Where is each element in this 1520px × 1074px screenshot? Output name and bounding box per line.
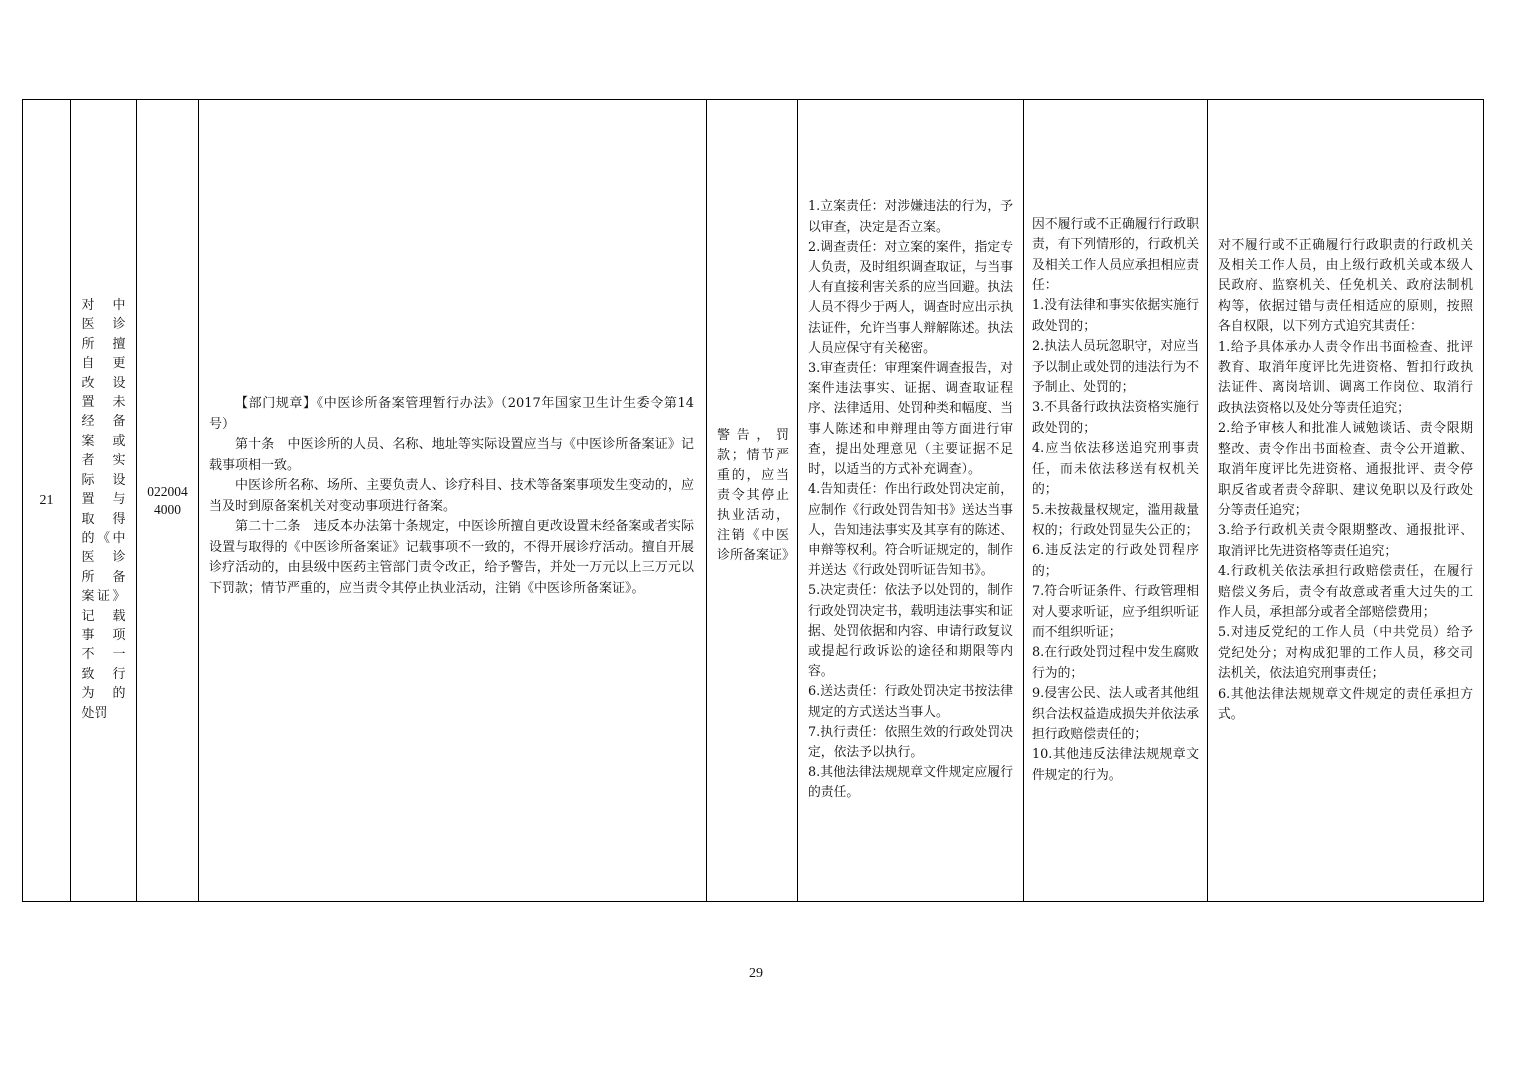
duty-item: 7.执行责任：依照生效的行政处罚决定，依法予以执行。 [808, 724, 1013, 760]
table-row [23, 100, 1484, 902]
pursue-item: 对不履行或不正确履行行政职责的行政机关及相关工作人员，由上级行政机关或本级人民政府、监察机关、任免机关、政府法制机构等，依据过错与责任相适应的原则，按照各自权限，以下列方式追究其责任： [1218, 237, 1473, 335]
legal-basis-paragraph: 第十条 中医诊所的人员、名称、地址等实际设置应当与《中医诊所备案证》记载事项相一致。 [209, 437, 694, 473]
blame-item: 因不履行或不正确履行行政职责，有下列情形的，行政机关及相关工作人员应承担相应责任： [1032, 216, 1199, 294]
item-name-line: 置 未 [81, 395, 126, 411]
page-number: 29 [749, 966, 763, 981]
item-name-line: 际 设 [81, 472, 126, 488]
duty-cell [798, 100, 1024, 902]
item-name-line: 处罚 [81, 705, 108, 721]
pursue-item: 6.其他法律法规规章文件规定的责任承担方式。 [1218, 686, 1473, 722]
pursue-list [1208, 236, 1483, 726]
item-name-line: 者 实 [81, 453, 126, 469]
item-name-line: 为 的 [81, 686, 126, 702]
item-name-line: 案 或 [81, 433, 126, 449]
blame-item: 8.在行政处罚过程中发生腐败行为的； [1032, 645, 1199, 681]
duty-item: 2.调查责任：对立案的案件，指定专人负责，及时组织调查取证，与当事人有直接利害关系的应当回避。执法人员不得少于两人，调查时应出示执法证件，允许当事人辩解陈述。执法人员应保守有关秘密。 [808, 239, 1013, 356]
seq-number: 21 [39, 492, 54, 508]
legal-basis-paragraph: 中医诊所名称、场所、主要负责人、诊疗科目、技术等备案事项发生变动的，应当及时到原备案机关对变动事项进行备案。 [209, 478, 694, 514]
blame-list [1024, 215, 1207, 786]
item-name-line: 所 擅 [81, 336, 126, 352]
power-list-table [22, 99, 1484, 902]
item-name [82, 278, 126, 723]
blame-item: 5.未按裁量权规定，滥用裁量权的；行政处罚显失公正的； [1032, 502, 1199, 538]
item-name-line: 不 一 [81, 647, 126, 663]
item-name-line: 的《中 [81, 530, 126, 546]
duty-item: 5.决定责任：依法予以处罚的，制作行政处罚决定书，载明违法事实和证据、处罚依据和内容、申请行政复议或提起行政诉讼的途径和期限等内容。 [808, 583, 1013, 680]
item-name-line: 改 设 [81, 375, 126, 391]
duty-item: 4.告知责任：作出行政处罚决定前，应制作《行政处罚告知书》送达当事人，告知违法事实及其享有的陈述、申辩等权利。符合听证规定的，制作并送达《行政处罚听证告知书》。 [808, 482, 1013, 579]
blame-cell [1024, 100, 1208, 902]
penalty-kind: 警告，罚款；情节严重的，应当责令其停止执业活动，注销《中医诊所备案证》 [717, 427, 796, 563]
item-name-line: 经 备 [81, 414, 126, 430]
item-name-line: 医 诊 [81, 317, 126, 333]
item-name-line: 取 得 [81, 511, 126, 527]
blame-item: 4.应当依法移送追究刑事责任，而未依法移送有权机关的； [1032, 441, 1199, 498]
blame-item: 2.执法人员玩忽职守，对应当予以制止或处罚的违法行为不予制止、处罚的； [1032, 339, 1199, 396]
code-cell [137, 100, 199, 902]
item-name-line: 案证》 [81, 589, 126, 605]
legal-basis-paragraph: 第二十二条 违反本办法第十条规定，中医诊所擅自更改设置未经备案或者实际设置与取得的《中医诊所备案证》记载事项不一致的，不得开展诊疗活动。擅自开展诊疗活动的，由县级中医药主管部门责令改正，给予警告，并处一万元以上三万元以下罚款；情节严重的，应当责令其停止执业活动，注销《中医诊所备案证》。 [209, 519, 694, 596]
blame-item: 7.符合听证条件、行政管理相对人要求听证，应予组织听证而不组织听证； [1032, 584, 1199, 640]
pursue-item: 1.给予具体承办人责令作出书面检查、批评教育、取消年度评比先进资格、暂扣行政执法证件、离岗培训、调离工作岗位、取消行政执法资格以及处分等责任追究； [1218, 339, 1473, 416]
item-name-line: 记 载 [81, 608, 126, 624]
item-name-line: 自 更 [81, 356, 126, 372]
duty-item: 1.立案责任：对涉嫌违法的行为，予以审查，决定是否立案。 [808, 199, 1013, 235]
seq-cell [23, 100, 71, 902]
item-name-line: 置 与 [81, 492, 126, 508]
pursue-item: 5.对违反党纪的工作人员（中共党员）给予党纪处分；对构成犯罪的工作人员，移交司法机关，依法追究刑事责任； [1218, 625, 1473, 682]
blame-item: 1.没有法律和事实依据实施行政处罚的； [1032, 298, 1199, 334]
item-code: 0220044000 [147, 483, 188, 517]
blame-item: 3.不具备行政执法资格实施行政处罚的； [1032, 400, 1199, 436]
blame-item: 10.其他违反法律法规规章文件规定的行为。 [1032, 747, 1199, 783]
pursue-item: 3.给予行政机关责令限期整改、通报批评、取消评比先进资格等责任追究； [1218, 523, 1473, 559]
item-name-line: 所 备 [81, 569, 126, 585]
pursue-cell [1208, 100, 1484, 902]
item-name-line: 对 中 [81, 298, 126, 314]
legal-basis-paragraph: 【部门规章】《中医诊所备案管理暂行办法》（2017年国家卫生计生委令第14号） [209, 396, 694, 432]
blame-item: 9.侵害公民、法人或者其他组织合法权益造成损失并依法承担行政赔偿责任的； [1032, 686, 1199, 742]
duty-item: 3.审查责任：审理案件调查报告，对案件违法事实、证据、调查取证程序、法律适用、处罚种类和幅度、当事人陈述和申辩理由等方面进行审查，提出处理意见（主要证据不足时，以适当的方式补充调查）。 [808, 361, 1013, 478]
duty-item: 8.其他法律法规规章文件规定应履行的责任。 [808, 765, 1013, 801]
penalty-kind-cell [707, 100, 798, 902]
item-name-line: 医 诊 [81, 550, 126, 566]
item-name-cell [71, 100, 137, 902]
duty-list [798, 193, 1023, 807]
item-name-line: 事 项 [81, 627, 126, 643]
duty-item: 6.送达责任：行政处罚决定书按法律规定的方式送达当事人。 [808, 684, 1013, 720]
pursue-item: 2.给予审核人和批准人诫勉谈话、责令限期整改、责令作出书面检查、责令公开道歉、取消年度评比先进资格、通报批评、责令停职反省或者责令辞职、建议免职以及行政处分等责任追究； [1218, 421, 1473, 518]
legal-basis-cell [199, 100, 707, 902]
blame-item: 6.违反法定的行政处罚程序的； [1032, 543, 1199, 579]
legal-basis [199, 394, 706, 599]
item-name-line: 致 行 [81, 666, 126, 682]
pursue-item: 4.行政机关依法承担行政赔偿责任，在履行赔偿义务后，责令有故意或者重大过失的工作人员，承担部分或者全部赔偿费用； [1218, 564, 1473, 620]
